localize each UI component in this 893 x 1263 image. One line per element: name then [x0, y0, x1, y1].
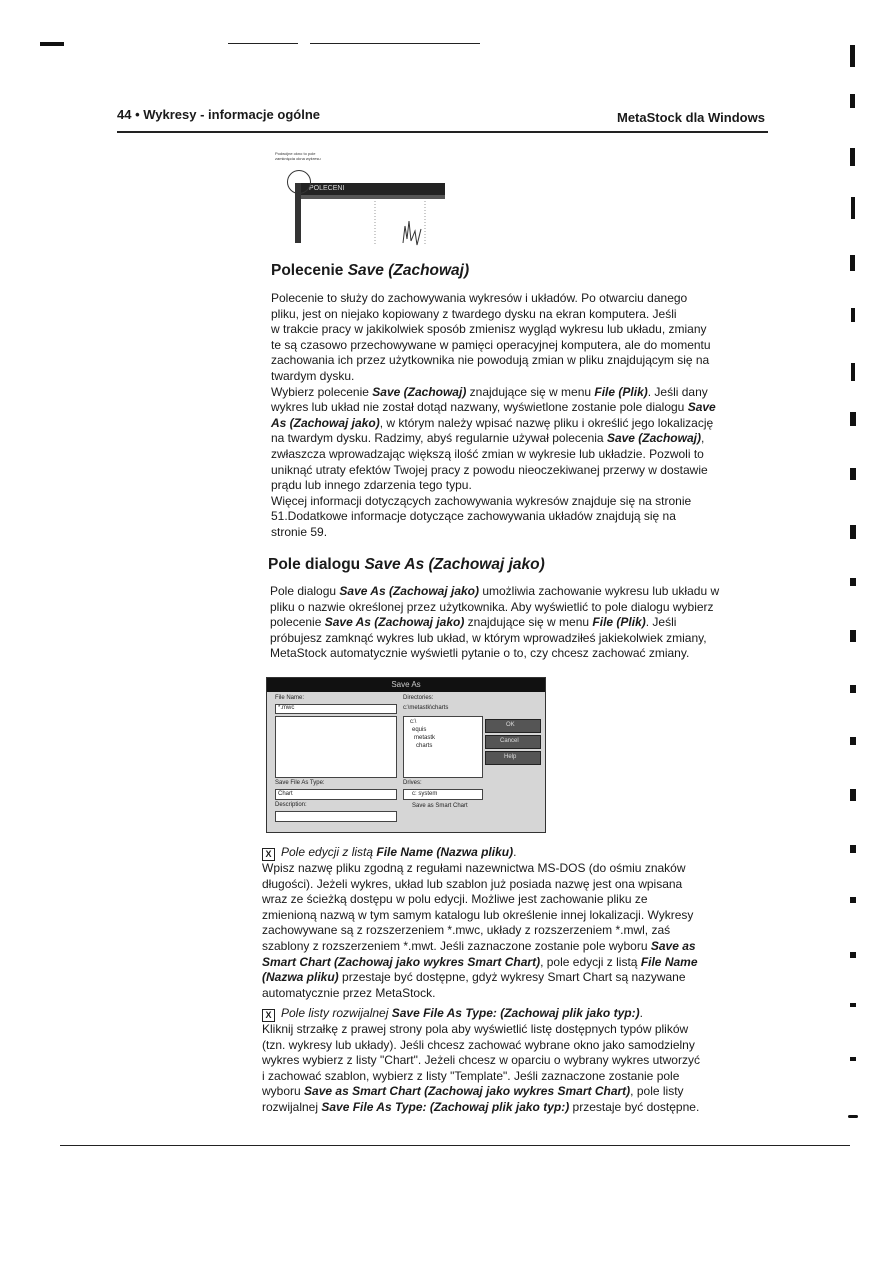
item-heading: X Pole edycji z listą File Name (Nazwa pliku).	[262, 845, 772, 861]
page-header-left: 44 • Wykresy - informacje ogólne	[117, 107, 320, 122]
text-line: te są czasowo przechowywane w pamięci operacyjnej komputera, ale do momentu	[271, 337, 711, 352]
margin-mark	[850, 737, 856, 745]
margin-mark	[850, 412, 856, 426]
cancel-button: Cancel	[485, 735, 541, 749]
text-line: polecenie Save As (Zachowaj jako) znajdujące się w menu File (Plik). Jeśli	[270, 615, 677, 630]
margin-mark	[850, 255, 855, 271]
margin-mark	[850, 897, 856, 903]
text-line: wykres lub układ nie został dotąd nazwany, wyświetlone zostanie pole dialogu Save	[271, 400, 716, 415]
margin-mark	[850, 468, 856, 480]
section-save-body	[271, 291, 771, 541]
margin-mark	[850, 45, 855, 67]
footer-rule	[60, 1145, 850, 1146]
section-heading-save-as: Pole dialogu Save As (Zachowaj jako)	[268, 556, 545, 573]
text-line: stronie 59.	[271, 524, 328, 539]
text-line: zwłaszcza wprowadzając większą ilość zmian w wykresie lub układzie. Pozwoli to	[271, 446, 704, 461]
margin-mark	[850, 630, 856, 642]
item-file-name	[262, 845, 772, 1001]
text-line: Smart Chart (Zachowaj jako wykres Smart Chart), pole edycji z listą File Name	[262, 954, 698, 969]
item-heading: X Pole listy rozwijalnej Save File As Type: (Zachowaj plik jako typ:).	[262, 1006, 772, 1022]
file-name-input: *.mwc	[275, 704, 397, 714]
text-line: Wpisz nazwę pliku zgodną z regułami nazewnictwa MS-DOS (do ośmiu znaków	[262, 861, 686, 875]
text-line: (Nazwa pliku) przestaje być dostępne, gdyż wykresy Smart Chart są nazywane	[262, 970, 686, 985]
text-line: twardym dysku.	[271, 368, 355, 383]
text-line: w trakcie pracy w jakikolwiek sposób zmienisz wygląd wykresu lub układu, zmiany	[271, 322, 707, 337]
description-label: Description:	[275, 802, 307, 808]
save-type-select: Chart	[275, 789, 397, 800]
text-line: wykres wybierz z listy "Chart". Jeżeli chcesz w oparciu o wybrany wykres utworzyć	[262, 1053, 700, 1068]
margin-mark	[851, 197, 855, 219]
text-line: uniknąć utraty efektów Twojej pracy z powodu nieoczekiwanej przerwy w dostawie	[271, 462, 708, 477]
text-line: MetaStock automatycznie wyświetli pytanie o to, czy chcesz zachować zmiany.	[270, 646, 690, 661]
figure-chart-window	[285, 176, 445, 246]
checkbox-icon: X	[262, 1009, 275, 1022]
directories-label: Directories:	[403, 695, 434, 701]
directory-list: c:\ equis metastk charts	[403, 716, 483, 778]
margin-mark	[850, 578, 856, 586]
section-heading-save: Polecenie Save (Zachowaj)	[271, 262, 470, 279]
text-line: zachowywane są z rozszerzeniem *.mwc, układy z rozszerzeniem *.mwl, zaś	[262, 923, 671, 938]
margin-mark	[851, 363, 855, 381]
text-line: pliku o nazwie określonej przez użytkownika. Aby wyświetlić to pole dialogu wybierz	[270, 599, 714, 614]
margin-mark	[850, 525, 856, 539]
text-line: zachowania ich przez użytkownika nie powodują zmian w pliku znajdującym się na	[271, 353, 710, 368]
save-type-label: Save File As Type:	[275, 780, 325, 786]
file-list	[275, 716, 397, 778]
margin-mark	[850, 952, 856, 958]
figure-title-bar: POLECENI	[295, 183, 445, 195]
drives-select: c: system	[403, 789, 483, 800]
description-input	[275, 811, 397, 822]
scan-mark	[40, 42, 64, 46]
margin-mark	[850, 1057, 856, 1061]
top-rule	[310, 43, 480, 44]
text-line: Kliknij strzałkę z prawej strony pola aby wyświetlić listę dostępnych typów plików	[262, 1022, 689, 1036]
margin-mark	[850, 148, 855, 166]
margin-mark	[850, 94, 855, 108]
text-line: Więcej informacji dotyczących zachowywania wykresów znajduje się na stronie	[271, 493, 692, 508]
margin-mark	[848, 1115, 858, 1118]
text-line: szablony z rozszerzeniem *.mwt. Jeśli zaznaczone zostanie pole wyboru Save as	[262, 938, 696, 953]
text-line: 51.Dodatkowe informacje dotyczące zachowywania układów znajdują się na	[271, 509, 676, 524]
text-line: prądu lub innego zdarzenia tego typu.	[271, 478, 472, 493]
text-line: pliku, jest on niejako kopiowany z twardego dysku na ekran komputera. Jeśli	[271, 306, 677, 321]
dialog-title: Save As	[267, 678, 545, 692]
smart-chart-checkbox: Save as Smart Chart	[412, 803, 468, 809]
save-as-dialog-image	[266, 677, 546, 833]
text-line: (tzn. wykresy lub układy). Jeśli chcesz zachować wybrane okno jako samodzielny	[262, 1037, 695, 1052]
margin-mark	[850, 789, 856, 801]
text-line: As (Zachowaj jako), w którym należy wpisać nazwę pliku i określić jego lokalizację	[271, 415, 714, 430]
text-line: i zachować szablon, wybierz z listy "Template". Jeśli zaznaczone zostanie pole	[262, 1068, 680, 1083]
text-line: Pole dialogu Save As (Zachowaj jako) umożliwia zachowanie wykresu lub układu w	[270, 584, 720, 598]
figure-menu-bar	[295, 195, 445, 199]
margin-mark	[850, 845, 856, 853]
margin-mark	[851, 308, 855, 322]
text-line: zmienioną nazwą w tym samym katalogu lub określenie innej lokalizacji. Wykresy	[262, 907, 694, 922]
figure-chart-line	[365, 201, 445, 246]
section-save-as-body	[270, 584, 770, 662]
text-line: rozwijalnej Save File As Type: (Zachowaj plik jako typ:) przestaje być dostępne.	[262, 1099, 700, 1114]
margin-mark	[850, 685, 856, 693]
top-rule	[228, 43, 298, 44]
ok-button: OK	[485, 719, 541, 733]
text-line: długości). Jeżeli wykres, układ lub szablon już posiada nazwę jest ona wpisana	[262, 876, 683, 891]
text-line: automatycznie przez MetaStock.	[262, 985, 436, 1000]
text-line: próbujesz zamknąć wykres lub układ, w którym wprowadziłeś jakiekolwiek zmiany,	[270, 630, 707, 645]
drives-label: Drives:	[403, 780, 422, 786]
directory-path: c:\metastk\charts	[403, 705, 449, 711]
file-name-label: File Name:	[275, 695, 305, 701]
text-line: na twardym dysku. Radzimy, abyś regularnie używał polecenia Save (Zachowaj),	[271, 431, 705, 446]
text-line: Wybierz polecenie Save (Zachowaj) znajdujące się w menu File (Plik). Jeśli dany	[271, 384, 708, 399]
text-line: Polecenie to służy do zachowywania wykresów i układów. Po otwarciu danego	[271, 291, 688, 305]
text-line: wyboru Save as Smart Chart (Zachowaj jako wykres Smart Chart), pole listy	[262, 1084, 684, 1099]
item-save-file-as-type	[262, 1006, 772, 1116]
control-menu-circle	[287, 170, 311, 194]
help-button: Help	[485, 751, 541, 765]
page-header-right: MetaStock dla Windows	[617, 110, 765, 125]
figure-caption: Podwójne okno to pole zamknięcia okna wykresu	[275, 151, 321, 161]
header-rule	[117, 131, 768, 133]
text-line: wraz ze ścieżką dostępu w polu edycji. Możliwe jest zachowanie pliku ze	[262, 892, 648, 907]
margin-mark	[850, 1003, 856, 1007]
checkbox-icon: X	[262, 848, 275, 861]
